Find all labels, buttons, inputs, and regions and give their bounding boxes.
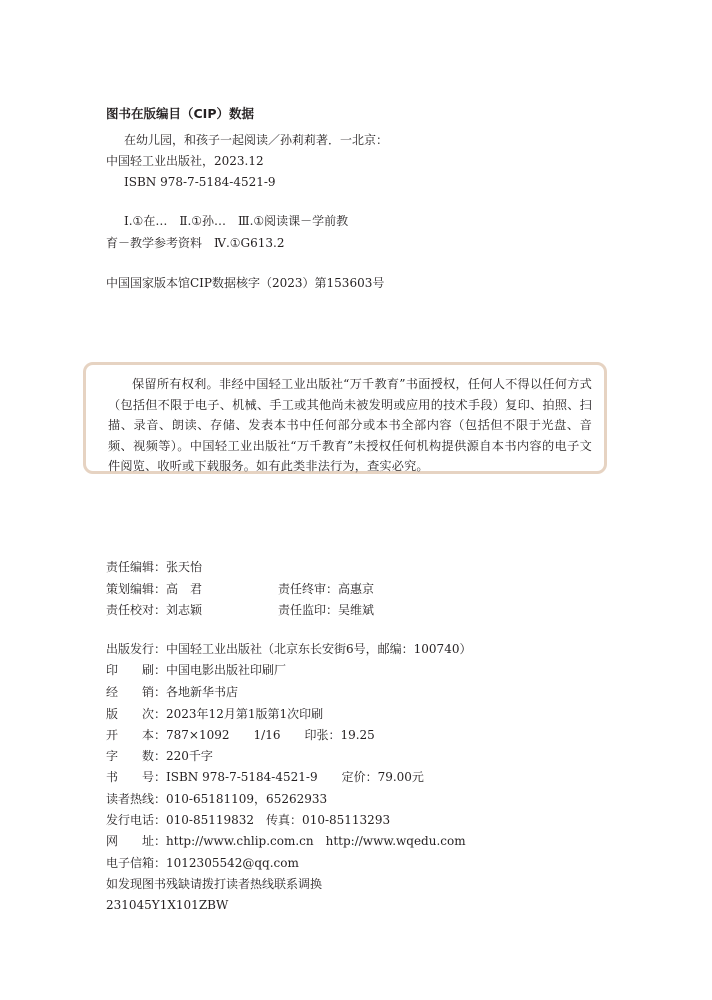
format-label-2: 本： xyxy=(142,728,167,742)
word-count-value: 220千字 xyxy=(166,749,213,763)
editor-value: 张天怡 xyxy=(166,560,203,574)
publisher-row xyxy=(106,641,471,657)
reader-hotline-value: 010-65181109，65262933 xyxy=(166,792,328,806)
planner-row xyxy=(106,581,202,597)
printer-value: 中国电影出版社印刷厂 xyxy=(166,663,287,677)
cip-line-record-number: 中国国家版本馆CIP数据核字（2023）第153603号 xyxy=(106,276,385,290)
distributor-label-2: 销： xyxy=(142,685,167,699)
email-row xyxy=(106,855,299,871)
print-supervisor-row xyxy=(278,602,374,618)
distributor-row xyxy=(106,684,238,700)
publisher-value: 中国轻工业出版社（北京东长安街6号，邮编：100740） xyxy=(166,642,472,656)
planner-label: 策划编辑： xyxy=(106,582,167,596)
sales-phone-label: 发行电话： xyxy=(106,813,167,827)
isbn-row xyxy=(106,769,424,785)
editor-label: 责任编辑： xyxy=(106,560,167,574)
isbn-price-value: ISBN 978-7-5184-4521-9 定价：79.00元 xyxy=(166,770,424,784)
proofreader-value: 刘志颖 xyxy=(166,603,203,617)
cip-line-publisher: 中国轻工业出版社，2023.12 xyxy=(106,154,264,168)
website-label-2: 址： xyxy=(142,834,167,848)
website-row xyxy=(106,833,466,849)
proofreader-row xyxy=(106,602,202,618)
final-review-value: 高惠京 xyxy=(338,582,375,596)
printer-label-1: 印 xyxy=(106,663,119,677)
cip-line-title: 在幼儿园，和孩子一起阅读／孙莉莉著．一北京： xyxy=(124,133,389,147)
email-label: 电子信箱： xyxy=(106,856,167,870)
isbn-label-1: 书 xyxy=(106,770,119,784)
format-value: 787×1092 1/16 印张：19.25 xyxy=(166,728,375,742)
email-value: 1012305542@qq.com xyxy=(166,856,299,870)
cip-heading: 图书在版编目（CIP）数据 xyxy=(106,106,254,121)
planner-value: 高 君 xyxy=(166,582,203,596)
printer-label-2: 刷： xyxy=(142,663,167,677)
print-supervisor-value: 吴维斌 xyxy=(338,603,375,617)
copyright-notice-box xyxy=(83,362,607,474)
distributor-value: 各地新华书店 xyxy=(166,685,239,699)
printer-row xyxy=(106,662,286,678)
publisher-label: 出版发行： xyxy=(106,642,167,656)
final-review-label: 责任终审： xyxy=(278,582,339,596)
format-label-1: 开 xyxy=(106,728,119,742)
reader-hotline-row xyxy=(106,791,327,807)
edition-value: 2023年12月第1版第1次印刷 xyxy=(166,707,324,721)
sales-phone-row xyxy=(106,812,390,828)
cip-line-isbn: ISBN 978-7-5184-4521-9 xyxy=(124,175,276,189)
isbn-label-2: 号： xyxy=(142,770,167,784)
website-value: http://www.chlip.com.cn http://www.wqedu.com xyxy=(166,834,466,848)
reader-hotline-label: 读者热线： xyxy=(106,792,167,806)
word-count-label-2: 数： xyxy=(142,749,167,763)
cip-line-classification-1: Ⅰ.①在… Ⅱ.①孙… Ⅲ.①阅读课－学前教 xyxy=(124,214,349,228)
editor-row xyxy=(106,559,202,575)
copyright-notice-text: 保留所有权利。非经中国轻工业出版社“万千教育”书面授权，任何人不得以任何方式（包括但不限于电子、机械、手工或其他尚未被发明或应用的技术手段）复印、拍照、扫描、录音、朗读、存储、发表本书中任何部分或本书全部内容（包括但不限于光盘、音频、视频等）。中国轻工业出版社“万千教育”未授权任何机构提供源自本书内容的电子文件阅览、收听或下载服务。如有此类非法行为，查实必究。 xyxy=(108,377,592,473)
product-code: 231045Y1X101ZBW xyxy=(106,898,229,912)
edition-label-2: 次： xyxy=(142,707,167,721)
edition-label-1: 版 xyxy=(106,707,119,721)
proofreader-label: 责任校对： xyxy=(106,603,167,617)
cip-line-classification-2: 育－教学参考资料 Ⅳ.①G613.2 xyxy=(106,236,285,250)
word-count-label-1: 字 xyxy=(106,749,119,763)
format-row xyxy=(106,727,375,743)
website-label-1: 网 xyxy=(106,834,119,848)
replacement-notice: 如发现图书残缺请拨打读者热线联系调换 xyxy=(106,877,323,891)
sales-phone-value: 010-85119832 传真：010-85113293 xyxy=(166,813,391,827)
print-supervisor-label: 责任监印： xyxy=(278,603,339,617)
final-review-row xyxy=(278,581,374,597)
word-count-row xyxy=(106,748,213,764)
edition-row xyxy=(106,706,323,722)
distributor-label-1: 经 xyxy=(106,685,119,699)
